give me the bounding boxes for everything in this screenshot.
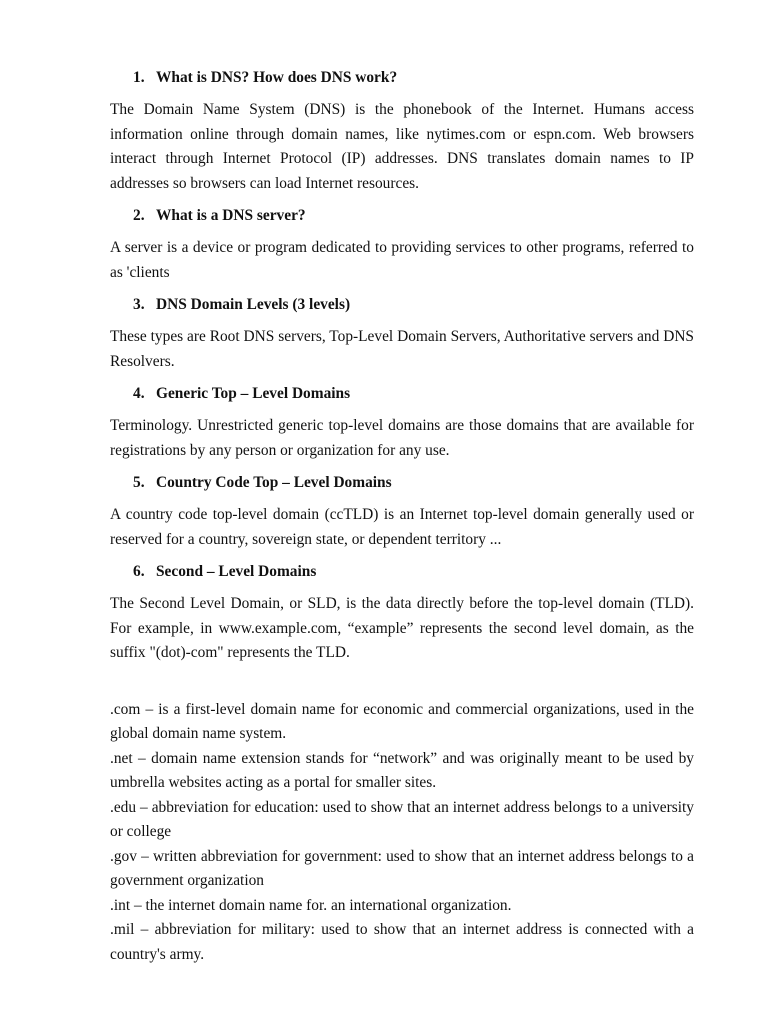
section-title: What is a DNS server?	[156, 207, 306, 224]
tld-list	[110, 698, 694, 968]
document-page	[110, 66, 694, 967]
section-title: What is DNS? How does DNS work?	[156, 69, 398, 86]
section-title: Country Code Top – Level Domains	[156, 474, 392, 491]
blank-line	[110, 674, 694, 698]
section-number: 5.	[133, 474, 145, 491]
section-body-1: The Domain Name System (DNS) is the phonebook of the Internet. Humans access information online through domain names, like nytimes.com or espn.com. Web browsers interact through Internet Protocol (IP) addresses. DNS translates domain names to IP addresses so browsers can load Internet resources.	[110, 101, 694, 192]
section-number: 6.	[133, 563, 145, 580]
tld-item-gov: .gov – written abbreviation for government: used to show that an internet address belongs to a government organization	[110, 847, 694, 889]
section-number: 1.	[133, 69, 145, 86]
section-heading-2	[110, 204, 694, 228]
section-body-2: A server is a device or program dedicated to providing services to other programs, referred to as 'clients	[110, 239, 694, 281]
section-heading-6	[110, 560, 694, 584]
section-body-4: Terminology. Unrestricted generic top-level domains are those domains that are available for registrations by any person or organization for any use.	[110, 417, 694, 459]
tld-item-edu: .edu – abbreviation for education: used to show that an internet address belongs to a university or college	[110, 798, 694, 840]
section-heading-3	[110, 293, 694, 317]
section-heading-1	[110, 66, 694, 90]
tld-item-com: .com – is a first-level domain name for economic and commercial organizations, used in the global domain name system.	[110, 700, 694, 742]
tld-item-net: .net – domain name extension stands for “network” and was originally meant to be used by umbrella websites acting as a portal for smaller sites.	[110, 749, 694, 791]
tld-item-mil: .mil – abbreviation for military: used to show that an internet address is connected with a country's army.	[110, 921, 694, 963]
section-body-5: A country code top-level domain (ccTLD) is an Internet top-level domain generally used or reserved for a country, sovereign state, or dependent territory ...	[110, 506, 694, 548]
section-body-6: The Second Level Domain, or SLD, is the data directly before the top-level domain (TLD). For example, in www.example.com, “example” represents the second level domain, as the suffix "(dot)-com" represents the TLD.	[110, 595, 694, 661]
section-number: 2.	[133, 207, 145, 224]
section-number: 3.	[133, 296, 145, 313]
section-title: Second – Level Domains	[156, 563, 317, 580]
section-body-3: These types are Root DNS servers, Top-Level Domain Servers, Authoritative servers and DNS Resolvers.	[110, 328, 694, 370]
section-number: 4.	[133, 385, 145, 402]
tld-item-int: .int – the internet domain name for. an international organization.	[110, 896, 512, 914]
section-heading-5	[110, 471, 694, 495]
section-heading-4	[110, 382, 694, 406]
section-title: DNS Domain Levels (3 levels)	[156, 296, 351, 313]
section-title: Generic Top – Level Domains	[156, 385, 351, 402]
